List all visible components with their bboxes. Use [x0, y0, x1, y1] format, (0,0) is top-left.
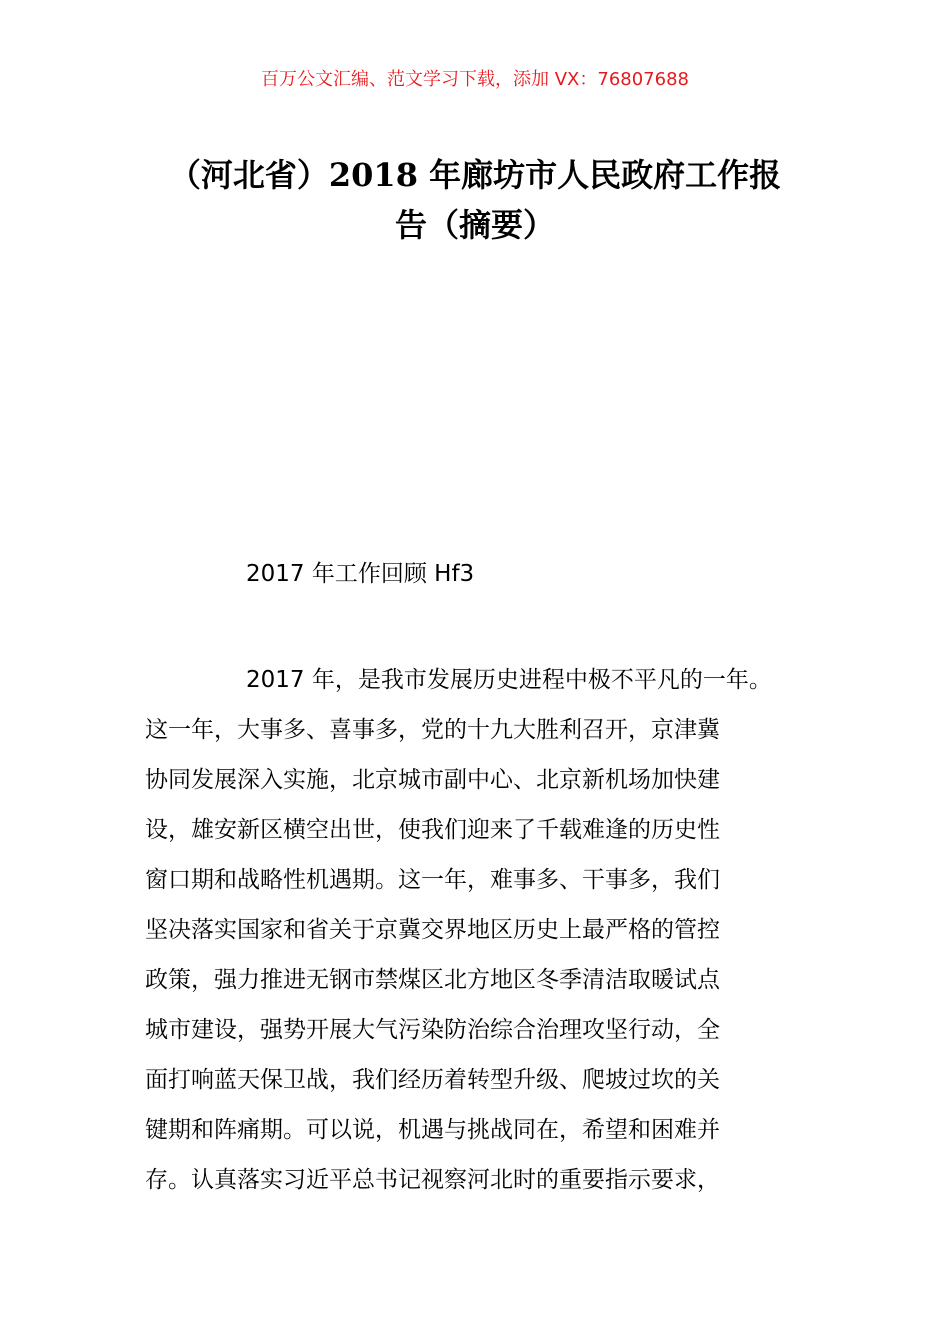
paragraph-line: 存。认真落实习近平总书记视察河北时的重要指示要求， [145, 1167, 720, 1193]
document-title [145, 150, 805, 250]
body-paragraph [145, 655, 825, 1205]
title-line-2: 告（摘要） [394, 206, 555, 244]
paragraph-line: 政策，强力推进无钢市禁煤区北方地区冬季清洁取暖试点 [145, 967, 720, 993]
title-line-1: （河北省）2018 年廊坊市人民政府工作报 [168, 156, 782, 194]
paragraph-line: 设，雄安新区横空出世，使我们迎来了千载难逢的历史性 [145, 817, 720, 843]
paragraph-line: 这一年，大事多、喜事多，党的十九大胜利召开，京津冀 [145, 717, 720, 743]
paragraph-line: 协同发展深入实施，北京城市副中心、北京新机场加快建 [145, 767, 720, 793]
paragraph-line: 面打响蓝天保卫战，我们经历着转型升级、爬坡过坎的关 [145, 1067, 720, 1093]
paragraph-line: 坚决落实国家和省关于京冀交界地区历史上最严格的管控 [145, 917, 720, 943]
paragraph-line: 2017 年，是我市发展历史进程中极不平凡的一年。 [246, 667, 772, 693]
header-watermark-note: 百万公文汇编、范文学习下载，添加 VX：76807688 [261, 69, 689, 90]
paragraph-line: 窗口期和战略性机遇期。这一年，难事多、干事多，我们 [145, 867, 720, 893]
paragraph-line: 键期和阵痛期。可以说，机遇与挑战同在，希望和困难并 [145, 1117, 720, 1143]
paragraph-line: 城市建设，强势开展大气污染防治综合治理攻坚行动，全 [145, 1017, 720, 1043]
section-heading: 2017 年工作回顾 Hf3 [246, 561, 475, 587]
